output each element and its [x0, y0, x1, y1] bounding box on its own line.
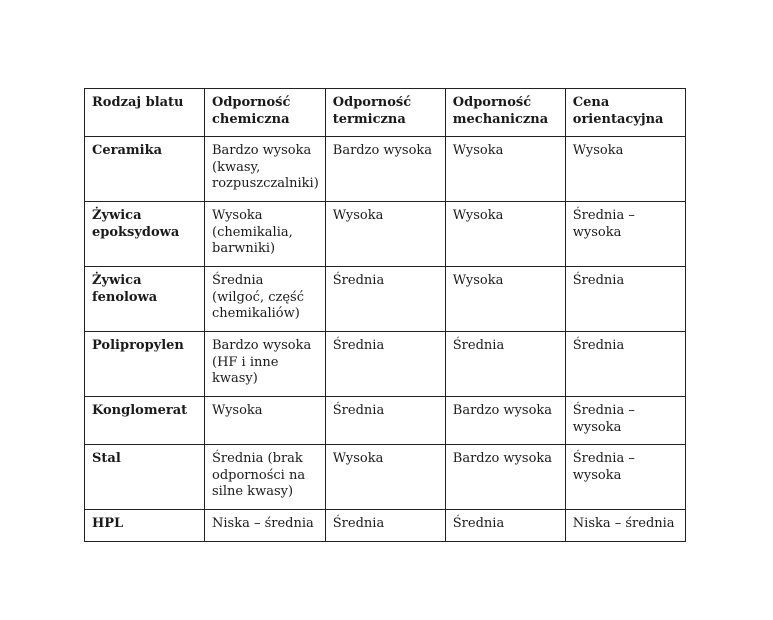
table-cell: Niska – średnia	[565, 510, 685, 542]
table-cell: Średnia	[325, 510, 445, 542]
table-cell: Średnia – wysoka	[565, 445, 685, 510]
table-cell: Bardzo wysoka	[445, 397, 565, 445]
table-cell: Wysoka	[205, 397, 326, 445]
table-cell: Średnia	[445, 510, 565, 542]
table-cell: Wysoka	[325, 202, 445, 267]
header-row	[85, 89, 686, 137]
table-row	[85, 202, 686, 267]
table-cell: Wysoka (chemikalia, barwniki)	[205, 202, 326, 267]
table-cell: Średnia – wysoka	[565, 202, 685, 267]
table-cell: Średnia – wysoka	[565, 397, 685, 445]
table-cell: Średnia	[565, 332, 685, 397]
table-cell: Wysoka	[445, 137, 565, 202]
table-cell: Żywica fenolowa	[85, 267, 205, 332]
table-cell: Polipropylen	[85, 332, 205, 397]
table-row	[85, 397, 686, 445]
header-cell: Odporność termiczna	[325, 89, 445, 137]
table-row	[85, 137, 686, 202]
header-cell: Cena orientacyjna	[565, 89, 685, 137]
table-cell: Średnia	[325, 332, 445, 397]
table-cell: Średnia (brak odporności na silne kwasy)	[205, 445, 326, 510]
table-cell: Wysoka	[445, 267, 565, 332]
header-cell: Odporność mechaniczna	[445, 89, 565, 137]
table-cell: Żywica epoksydowa	[85, 202, 205, 267]
table-cell: HPL	[85, 510, 205, 542]
table-cell: Stal	[85, 445, 205, 510]
table-cell: Bardzo wysoka	[325, 137, 445, 202]
table-cell: Średnia	[445, 332, 565, 397]
table-cell: Wysoka	[325, 445, 445, 510]
table-row	[85, 445, 686, 510]
table-row	[85, 510, 686, 542]
table-cell: Wysoka	[445, 202, 565, 267]
table-cell: Ceramika	[85, 137, 205, 202]
header-cell: Odporność chemiczna	[205, 89, 326, 137]
table-cell: Niska – średnia	[205, 510, 326, 542]
table-cell: Bardzo wysoka (HF i inne kwasy)	[205, 332, 326, 397]
table-row	[85, 332, 686, 397]
table-cell: Średnia	[325, 267, 445, 332]
table-cell: Bardzo wysoka	[445, 445, 565, 510]
table-cell: Średnia (wilgoć, część chemikaliów)	[205, 267, 326, 332]
table-row	[85, 267, 686, 332]
table-cell: Średnia	[325, 397, 445, 445]
table-cell: Konglomerat	[85, 397, 205, 445]
table-cell: Wysoka	[565, 137, 685, 202]
header-cell: Rodzaj blatu	[85, 89, 205, 137]
table-cell: Średnia	[565, 267, 685, 332]
comparison-table	[84, 88, 686, 542]
table-cell: Bardzo wysoka (kwasy, rozpuszczalniki)	[205, 137, 326, 202]
